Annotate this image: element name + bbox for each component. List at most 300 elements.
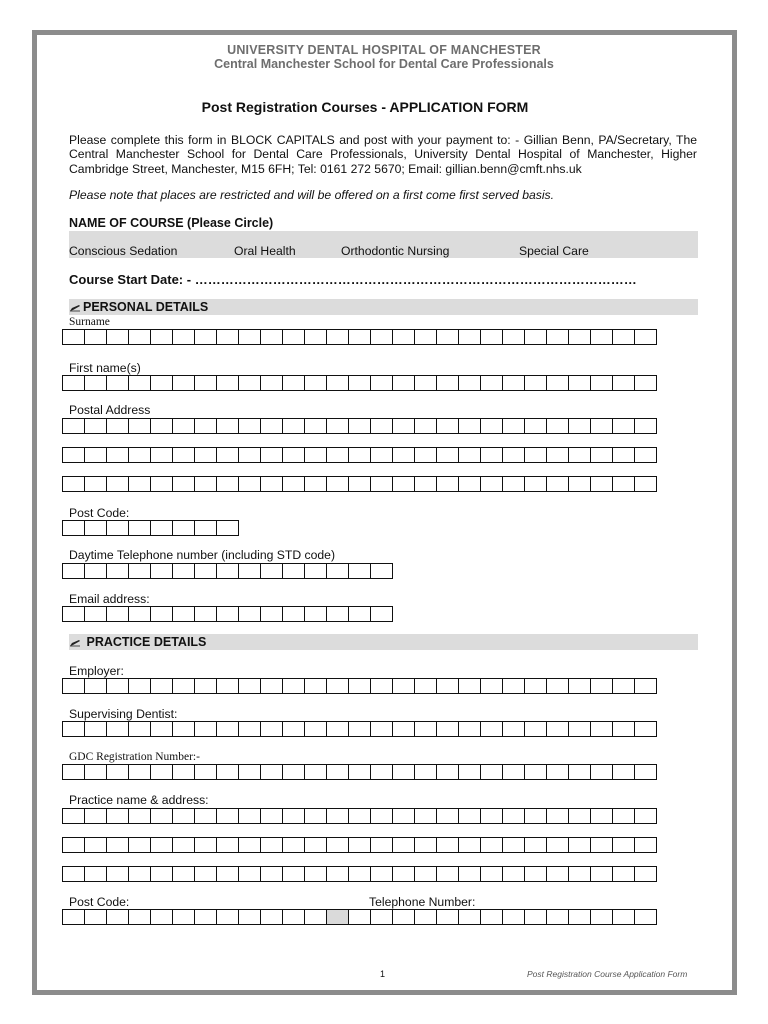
character-box[interactable] [62,606,85,622]
character-box[interactable] [546,447,569,463]
character-box[interactable] [546,375,569,391]
character-box[interactable] [172,563,195,579]
character-box[interactable] [612,866,635,882]
character-box[interactable] [348,764,371,780]
character-box[interactable] [370,563,393,579]
character-box[interactable] [414,837,437,853]
character-box[interactable] [106,721,129,737]
character-box[interactable] [348,606,371,622]
character-box[interactable] [304,476,327,492]
character-box[interactable] [194,476,217,492]
character-box[interactable] [524,866,547,882]
surname-field[interactable] [62,329,656,345]
character-box[interactable] [260,375,283,391]
character-box[interactable] [62,329,85,345]
character-box[interactable] [194,866,217,882]
character-box[interactable] [458,866,481,882]
character-box[interactable] [634,909,657,925]
character-box[interactable] [172,375,195,391]
character-box[interactable] [414,678,437,694]
character-box[interactable] [546,721,569,737]
character-box[interactable] [502,375,525,391]
character-box[interactable] [282,418,305,434]
character-box[interactable] [370,329,393,345]
character-box[interactable] [370,866,393,882]
character-box[interactable] [62,721,85,737]
character-box[interactable] [326,721,349,737]
character-box[interactable] [172,606,195,622]
character-box[interactable] [414,764,437,780]
character-box[interactable] [524,721,547,737]
character-box[interactable] [172,329,195,345]
character-box[interactable] [282,606,305,622]
character-box[interactable] [128,447,151,463]
character-box[interactable] [546,476,569,492]
character-box[interactable] [634,866,657,882]
character-box[interactable] [458,447,481,463]
character-box[interactable] [436,329,459,345]
character-box[interactable] [238,563,261,579]
character-box[interactable] [480,375,503,391]
character-box[interactable] [216,418,239,434]
character-box[interactable] [194,808,217,824]
character-box[interactable] [194,606,217,622]
character-box[interactable] [436,678,459,694]
character-box[interactable] [458,678,481,694]
character-box[interactable] [568,375,591,391]
character-box[interactable] [304,329,327,345]
character-box[interactable] [436,837,459,853]
character-box[interactable] [194,909,217,925]
character-box[interactable] [62,678,85,694]
character-box[interactable] [62,866,85,882]
character-box[interactable] [304,563,327,579]
character-box[interactable] [590,808,613,824]
character-box[interactable] [502,909,525,925]
character-box[interactable] [62,909,85,925]
character-box[interactable] [106,678,129,694]
character-box[interactable] [612,447,635,463]
character-box[interactable] [194,447,217,463]
practice-post-code-telephone-field[interactable] [62,909,656,925]
character-box[interactable] [304,447,327,463]
character-box[interactable] [612,375,635,391]
character-box[interactable] [172,909,195,925]
character-box[interactable] [370,447,393,463]
course-option-oral-health[interactable]: Oral Health [234,244,296,258]
character-box[interactable] [392,678,415,694]
character-box[interactable] [348,563,371,579]
character-box[interactable] [348,808,371,824]
character-box[interactable] [194,329,217,345]
character-box[interactable] [392,329,415,345]
character-box[interactable] [326,375,349,391]
character-box[interactable] [348,909,371,925]
character-box[interactable] [590,866,613,882]
character-box[interactable] [106,837,129,853]
character-box[interactable] [260,808,283,824]
character-box[interactable] [370,476,393,492]
character-box[interactable] [194,721,217,737]
character-box[interactable] [260,678,283,694]
character-box[interactable] [524,808,547,824]
character-box[interactable] [502,678,525,694]
character-box[interactable] [172,476,195,492]
character-box[interactable] [304,808,327,824]
character-box[interactable] [502,721,525,737]
character-box[interactable] [458,329,481,345]
character-box[interactable] [304,721,327,737]
character-box[interactable] [238,764,261,780]
character-box[interactable] [194,375,217,391]
character-box[interactable] [634,764,657,780]
character-box[interactable] [392,375,415,391]
character-box[interactable] [238,447,261,463]
character-box[interactable] [84,563,107,579]
character-box[interactable] [282,909,305,925]
character-box[interactable] [106,606,129,622]
character-box[interactable] [282,375,305,391]
character-box[interactable] [106,418,129,434]
character-box[interactable] [128,866,151,882]
character-box[interactable] [612,721,635,737]
character-box[interactable] [216,520,239,536]
character-box[interactable] [326,866,349,882]
employer-field[interactable] [62,678,656,694]
character-box[interactable] [150,520,173,536]
character-box[interactable] [392,476,415,492]
character-box[interactable] [84,418,107,434]
character-box[interactable] [348,721,371,737]
character-box[interactable] [282,721,305,737]
character-box[interactable] [414,418,437,434]
character-box[interactable] [480,678,503,694]
character-box[interactable] [282,678,305,694]
character-box[interactable] [502,447,525,463]
character-box[interactable] [150,764,173,780]
character-box[interactable] [282,808,305,824]
character-box[interactable] [150,447,173,463]
character-box[interactable] [62,837,85,853]
character-box[interactable] [106,909,129,925]
character-box[interactable] [436,418,459,434]
character-box[interactable] [546,764,569,780]
character-box[interactable] [282,866,305,882]
character-box[interactable] [238,418,261,434]
character-box[interactable] [392,837,415,853]
character-box[interactable] [392,721,415,737]
character-box[interactable] [546,418,569,434]
character-box[interactable] [150,837,173,853]
character-box[interactable] [238,808,261,824]
character-box[interactable] [106,447,129,463]
character-box[interactable] [106,866,129,882]
character-box[interactable] [634,329,657,345]
character-box[interactable] [150,909,173,925]
character-box[interactable] [238,678,261,694]
email-field[interactable] [62,606,392,622]
character-box[interactable] [150,375,173,391]
character-box[interactable] [326,808,349,824]
character-box[interactable] [216,606,239,622]
character-box[interactable] [84,678,107,694]
character-box[interactable] [194,563,217,579]
character-box[interactable] [62,563,85,579]
character-box[interactable] [260,447,283,463]
character-box[interactable] [480,447,503,463]
character-box[interactable] [348,447,371,463]
character-box[interactable] [370,909,393,925]
character-box[interactable] [546,678,569,694]
character-box[interactable] [304,606,327,622]
character-box[interactable] [106,375,129,391]
character-box[interactable] [238,721,261,737]
character-box[interactable] [436,721,459,737]
character-box[interactable] [150,418,173,434]
postal-address-field-line2[interactable] [62,447,656,463]
character-box[interactable] [458,808,481,824]
character-box[interactable] [304,866,327,882]
character-box[interactable] [238,375,261,391]
character-box[interactable] [282,764,305,780]
character-box[interactable] [634,476,657,492]
character-box[interactable] [238,866,261,882]
character-box[interactable] [480,808,503,824]
character-box[interactable] [238,329,261,345]
character-box[interactable] [524,375,547,391]
character-box[interactable] [568,764,591,780]
character-box[interactable] [128,418,151,434]
character-box[interactable] [84,329,107,345]
character-box[interactable] [634,837,657,853]
character-box[interactable] [590,909,613,925]
character-box[interactable] [216,375,239,391]
character-box[interactable] [62,375,85,391]
character-box[interactable] [150,329,173,345]
character-box[interactable] [194,520,217,536]
character-box[interactable] [260,418,283,434]
character-box[interactable] [84,447,107,463]
character-box[interactable] [128,678,151,694]
character-box[interactable] [260,909,283,925]
character-box[interactable] [612,418,635,434]
character-box[interactable] [216,563,239,579]
character-box[interactable] [480,909,503,925]
character-box[interactable] [524,476,547,492]
character-box[interactable] [216,678,239,694]
character-box[interactable] [480,476,503,492]
character-box[interactable] [568,909,591,925]
character-box[interactable] [590,678,613,694]
character-box[interactable] [62,808,85,824]
character-box[interactable] [216,476,239,492]
character-box[interactable] [128,808,151,824]
character-box[interactable] [370,837,393,853]
character-box[interactable] [524,678,547,694]
character-box[interactable] [502,329,525,345]
character-box[interactable] [172,764,195,780]
character-box[interactable] [524,909,547,925]
character-box[interactable] [370,764,393,780]
character-box[interactable] [106,520,129,536]
character-box[interactable] [62,476,85,492]
character-box[interactable] [348,866,371,882]
character-box[interactable] [612,808,635,824]
character-box[interactable] [282,563,305,579]
character-box[interactable] [62,520,85,536]
character-box[interactable] [326,563,349,579]
character-box[interactable] [436,866,459,882]
character-box[interactable] [216,721,239,737]
character-box[interactable] [634,447,657,463]
character-box[interactable] [260,606,283,622]
character-box[interactable] [326,678,349,694]
character-box[interactable] [84,375,107,391]
character-box[interactable] [370,375,393,391]
character-box[interactable] [568,866,591,882]
character-box[interactable] [150,476,173,492]
character-box[interactable] [458,418,481,434]
character-box[interactable] [370,678,393,694]
course-option-orthodontic-nursing[interactable]: Orthodontic Nursing [341,244,450,258]
character-box[interactable] [502,476,525,492]
character-box[interactable] [634,375,657,391]
character-box[interactable] [458,476,481,492]
character-box[interactable] [282,837,305,853]
character-box[interactable] [414,909,437,925]
character-box[interactable] [458,764,481,780]
character-box[interactable] [612,476,635,492]
character-box[interactable] [568,721,591,737]
character-box[interactable] [612,837,635,853]
character-box[interactable] [216,909,239,925]
character-box[interactable] [62,764,85,780]
character-box[interactable] [392,447,415,463]
character-box[interactable] [590,418,613,434]
character-box[interactable] [172,866,195,882]
character-box[interactable] [348,329,371,345]
character-box[interactable] [260,563,283,579]
character-box[interactable] [150,721,173,737]
character-box[interactable] [304,375,327,391]
character-box[interactable] [546,808,569,824]
character-box[interactable] [480,837,503,853]
character-box[interactable] [480,329,503,345]
character-box[interactable] [282,447,305,463]
character-box[interactable] [260,476,283,492]
course-option-conscious-sedation[interactable]: Conscious Sedation [69,244,178,258]
character-box[interactable] [414,866,437,882]
character-box[interactable] [392,808,415,824]
character-box[interactable] [370,721,393,737]
character-box[interactable] [128,909,151,925]
character-box[interactable] [150,678,173,694]
character-box[interactable] [634,808,657,824]
character-box[interactable] [590,721,613,737]
character-box[interactable] [128,721,151,737]
character-box[interactable] [106,476,129,492]
practice-address-field-line1[interactable] [62,808,656,824]
character-box[interactable] [414,721,437,737]
character-box[interactable] [546,329,569,345]
character-box[interactable] [172,837,195,853]
character-box[interactable] [150,808,173,824]
character-box[interactable] [436,476,459,492]
character-box[interactable] [216,866,239,882]
character-box[interactable] [546,866,569,882]
character-box[interactable] [370,418,393,434]
character-box[interactable] [326,837,349,853]
character-box[interactable] [348,418,371,434]
character-box[interactable] [370,606,393,622]
character-box[interactable] [194,678,217,694]
character-box[interactable] [260,866,283,882]
character-box[interactable] [524,418,547,434]
character-box[interactable] [260,721,283,737]
character-box[interactable] [568,678,591,694]
character-box[interactable] [634,678,657,694]
character-box[interactable] [326,447,349,463]
character-box[interactable] [458,837,481,853]
gdc-number-field[interactable] [62,764,656,780]
character-box[interactable] [502,764,525,780]
character-box[interactable] [260,329,283,345]
character-box[interactable] [128,375,151,391]
character-box[interactable] [304,837,327,853]
character-box[interactable] [546,837,569,853]
character-box[interactable] [348,476,371,492]
character-box[interactable] [128,563,151,579]
character-box[interactable] [568,837,591,853]
character-box[interactable] [84,476,107,492]
character-box[interactable] [216,764,239,780]
character-box[interactable] [590,764,613,780]
character-box[interactable] [150,563,173,579]
course-option-special-care[interactable]: Special Care [519,244,589,258]
character-box[interactable] [612,764,635,780]
character-box[interactable] [590,447,613,463]
daytime-phone-field[interactable] [62,563,392,579]
character-box[interactable] [326,418,349,434]
character-box[interactable] [326,909,349,925]
character-box[interactable] [436,375,459,391]
character-box[interactable] [304,678,327,694]
character-box[interactable] [480,721,503,737]
character-box[interactable] [480,418,503,434]
character-box[interactable] [612,329,635,345]
character-box[interactable] [392,909,415,925]
character-box[interactable] [172,678,195,694]
character-box[interactable] [216,447,239,463]
character-box[interactable] [568,476,591,492]
character-box[interactable] [524,329,547,345]
character-box[interactable] [370,808,393,824]
character-box[interactable] [634,721,657,737]
character-box[interactable] [436,447,459,463]
character-box[interactable] [524,764,547,780]
character-box[interactable] [216,808,239,824]
character-box[interactable] [612,678,635,694]
character-box[interactable] [348,837,371,853]
character-box[interactable] [502,837,525,853]
character-box[interactable] [260,837,283,853]
character-box[interactable] [128,329,151,345]
character-box[interactable] [502,808,525,824]
post-code-field[interactable] [62,520,238,536]
character-box[interactable] [84,520,107,536]
character-box[interactable] [238,837,261,853]
character-box[interactable] [150,606,173,622]
